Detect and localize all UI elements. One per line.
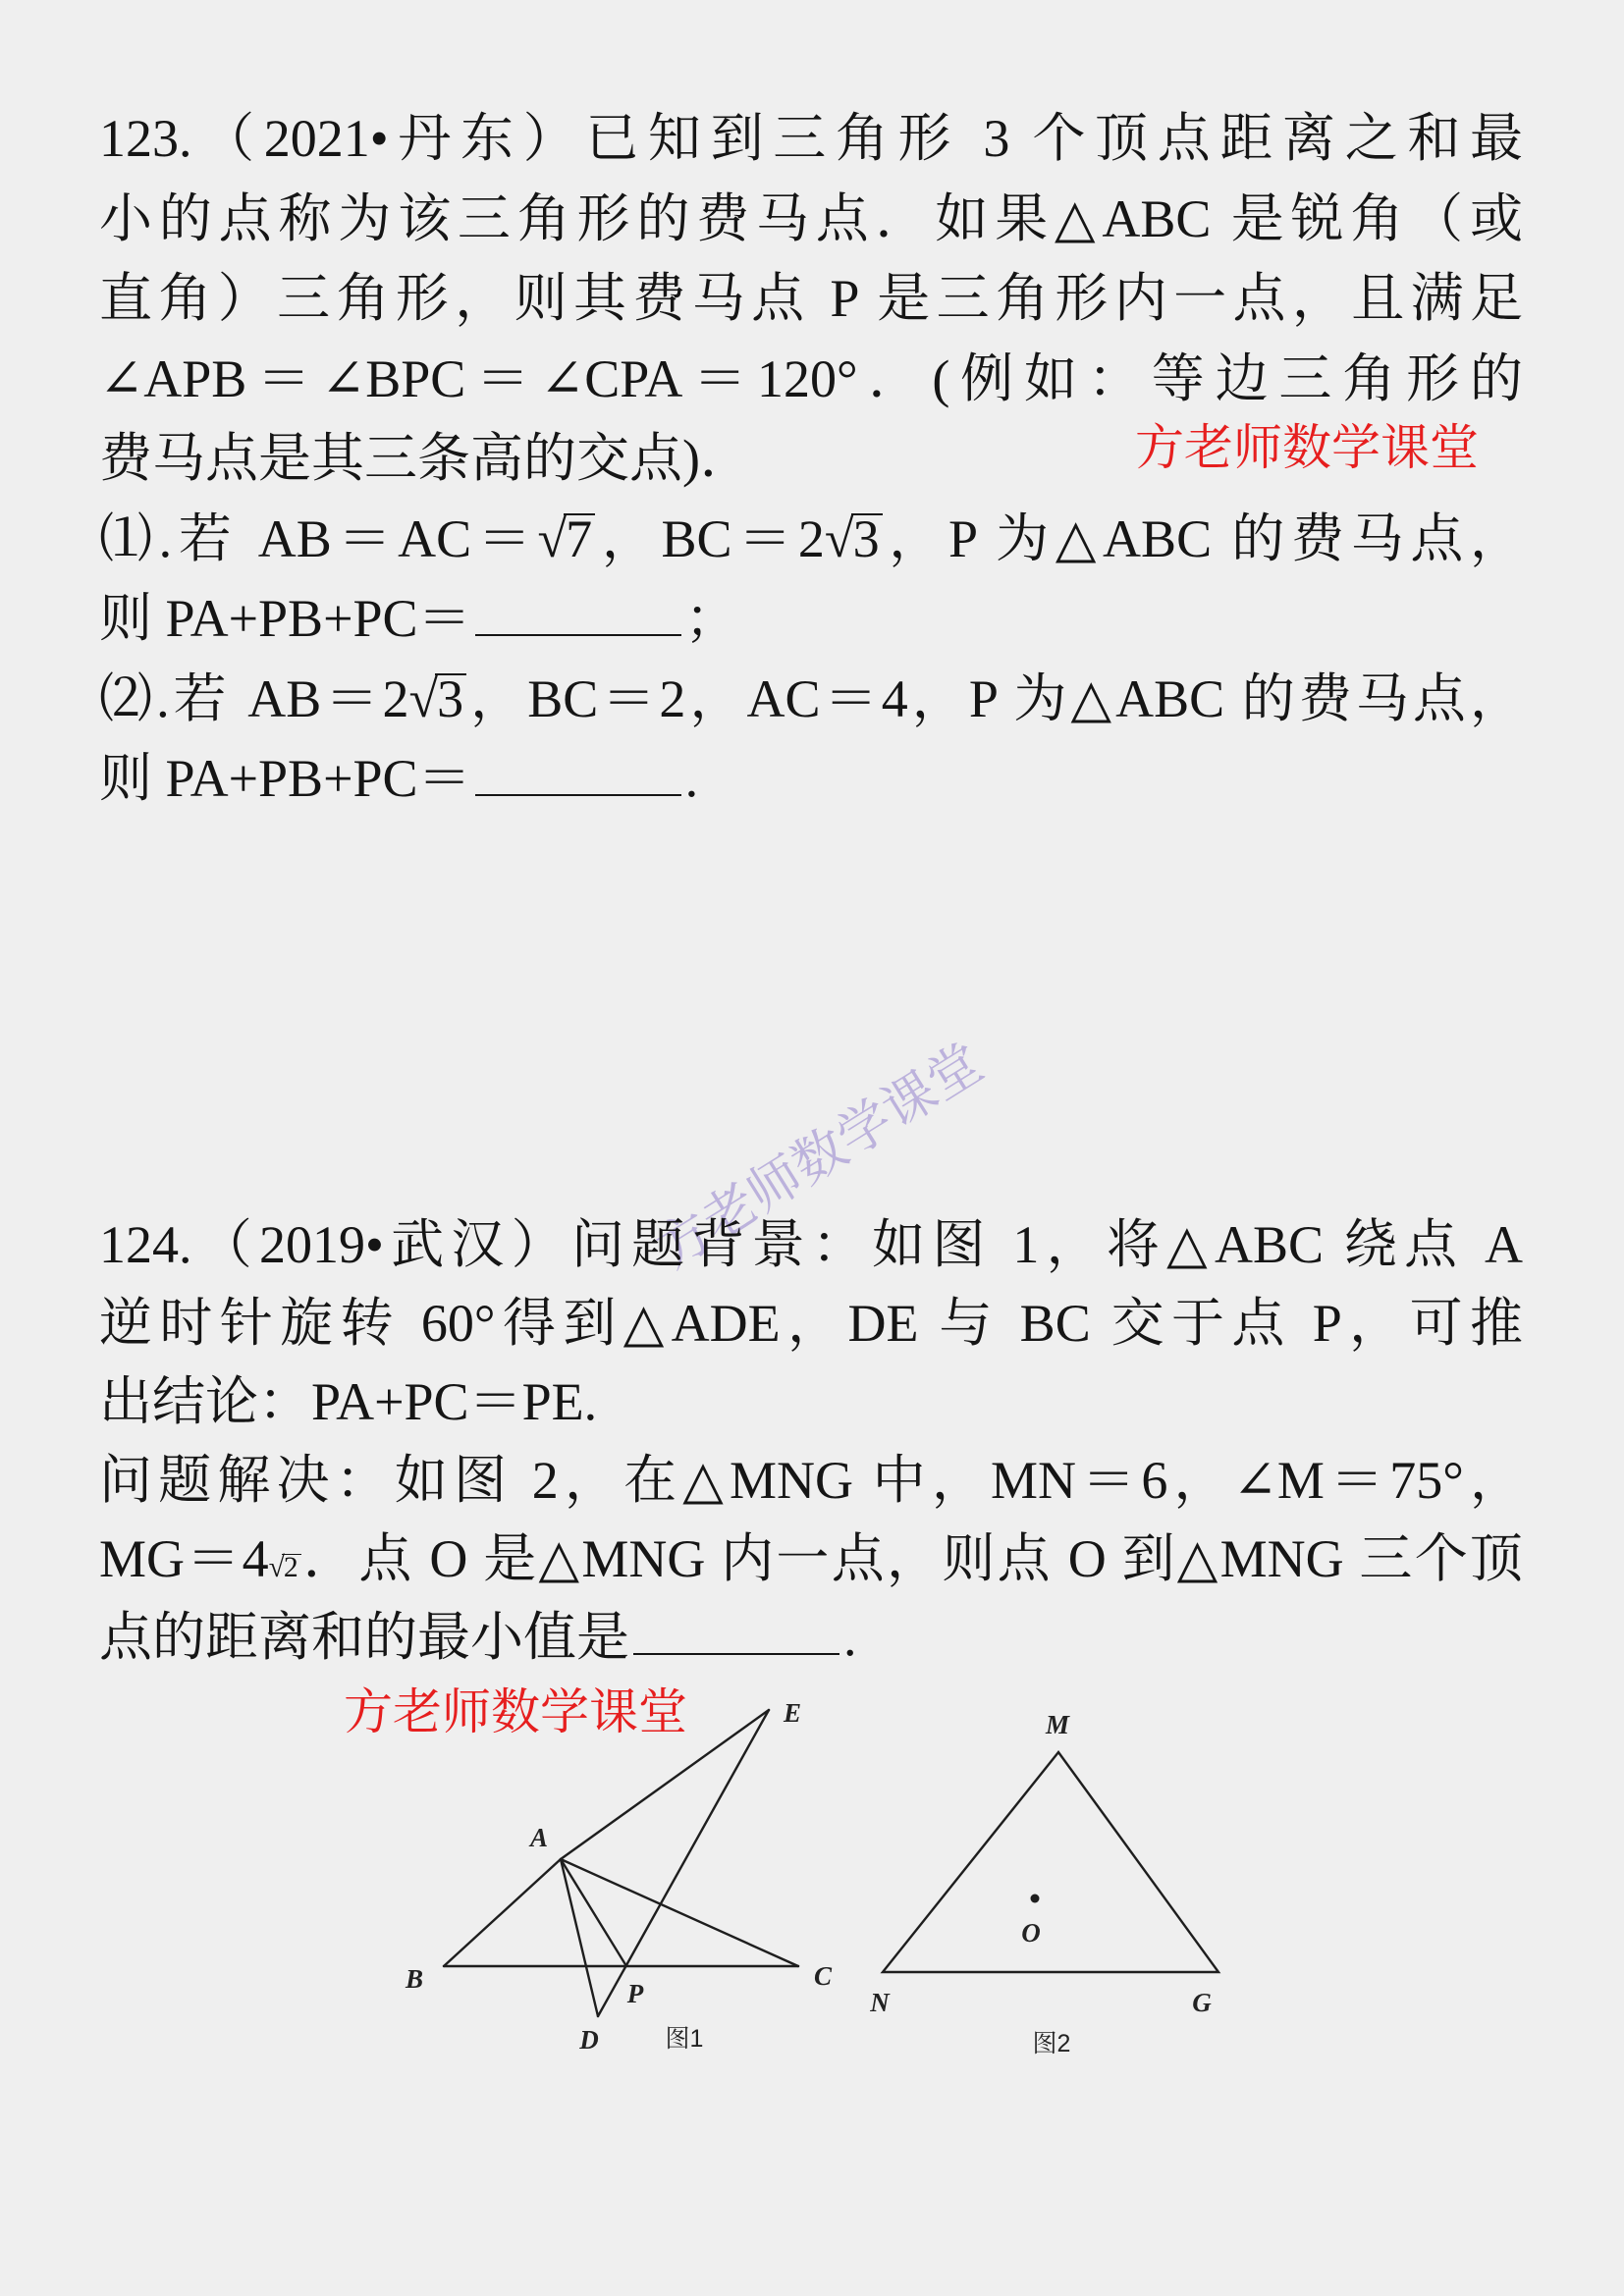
problem-124 xyxy=(99,1205,1523,1677)
line-5-text-post: ．点 O 是△MNG 内一点，则点 O 到△MNG 三个顶 xyxy=(300,1529,1523,1588)
problem-124-line-4: 问题解决：如图 2，在△MNG 中，MN＝6，∠M＝75°， xyxy=(99,1451,1523,1510)
problem-124-answer-blank xyxy=(633,1652,839,1655)
segment-AB xyxy=(444,1859,561,1966)
part-1-question xyxy=(99,500,1523,580)
figure-1-caption: 图1 xyxy=(665,2025,704,2053)
part-1-radicand-2: 3 xyxy=(851,513,883,563)
figures xyxy=(373,1669,1257,2081)
watermark: 方老师数学课堂 xyxy=(646,1033,994,1280)
point-O xyxy=(1031,1895,1040,1903)
part-2-radicand: 3 xyxy=(435,673,466,723)
problem-124-line-1: 124.（2019•武汉）问题背景：如图 1，将△ABC 绕点 A xyxy=(99,1215,1523,1274)
figure-2-caption: 图2 xyxy=(1032,2030,1071,2057)
triangle-MNG xyxy=(883,1752,1218,1972)
segment-AE xyxy=(561,1710,769,1859)
label-A: A xyxy=(529,1823,549,1852)
part-1-text-post: ，P 为△ABC 的费马点， xyxy=(882,508,1524,568)
label-B: B xyxy=(405,1964,424,1994)
small-radical-sign: √ xyxy=(268,1552,285,1583)
part-1-answer-blank xyxy=(475,633,681,636)
label-N: N xyxy=(870,1988,890,2017)
part-2-answer-line xyxy=(99,739,1523,820)
problem-123-line-1: 123.（2021•丹东）已知到三角形 3 个顶点距离之和最 xyxy=(99,109,1523,168)
problem-123-line-2: 小的点称为该三角形的费马点．如果△ABC 是锐角（或 xyxy=(99,188,1523,248)
label-D: D xyxy=(579,2025,599,2055)
problem-123-line-4: ∠APB＝∠BPC＝∠CPA＝120°．(例如：等边三角形的 xyxy=(99,348,1523,408)
part-2-text-post: ，BC＝2，AC＝4，P 为△ABC 的费马点， xyxy=(466,668,1523,728)
brand-label-bottom: 方老师数学课堂 xyxy=(344,1684,687,1739)
problem-124-line-6 xyxy=(99,1598,1523,1677)
part-1-text-pre: ⑴.若 AB＝AC＝√ xyxy=(99,508,568,568)
figure-1 xyxy=(405,1698,833,2055)
problem-124-line-5 xyxy=(99,1520,1523,1598)
problem-124-line-3: 出结论：PA+PC＝PE. xyxy=(99,1372,598,1431)
problem-123-line-5: 费马点是其三条高的交点)． xyxy=(99,429,753,488)
segment-AD xyxy=(561,1859,598,2016)
segment-AC xyxy=(561,1859,798,1966)
small-radicand: 2 xyxy=(282,1554,301,1581)
part-1-radicand-1: 7 xyxy=(564,513,595,563)
label-O: O xyxy=(1021,1918,1041,1948)
line-5-text-pre: MG＝4 xyxy=(99,1529,269,1588)
label-M: M xyxy=(1045,1710,1070,1739)
line-6-prefix: 点的距离和的最小值是 xyxy=(99,1608,629,1667)
part-2-question xyxy=(99,660,1523,740)
part-2-answer-blank xyxy=(475,793,681,796)
figure-2 xyxy=(869,1710,1218,2057)
segment-DE xyxy=(598,1710,769,2016)
label-E: E xyxy=(783,1698,802,1728)
label-P: P xyxy=(626,1979,644,2008)
part-2-text-pre: ⑵.若 AB＝2√ xyxy=(99,668,439,728)
line-6-suffix: . xyxy=(843,1608,857,1667)
part-1-answer-prefix: 则 PA+PB+PC＝ xyxy=(99,589,471,648)
part-1-answer-suffix: ； xyxy=(684,589,738,648)
label-G: G xyxy=(1192,1988,1212,2017)
part-2-answer-prefix: 则 PA+PB+PC＝ xyxy=(99,749,471,808)
part-1-answer-line xyxy=(99,579,1523,660)
problem-123-line-3: 直角）三角形，则其费马点 P 是三角形内一点，且满足 xyxy=(99,269,1523,328)
problem-124-line-2: 逆时针旋转 60°得到△ADE，DE 与 BC 交于点 P，可推 xyxy=(99,1294,1523,1353)
label-C: C xyxy=(813,1961,833,1991)
part-2-answer-suffix: . xyxy=(684,749,699,808)
part-1-text-mid: ，BC＝2√ xyxy=(595,508,854,568)
small-radical xyxy=(269,1552,301,1583)
brand-label-top: 方老师数学课堂 xyxy=(1135,420,1479,475)
